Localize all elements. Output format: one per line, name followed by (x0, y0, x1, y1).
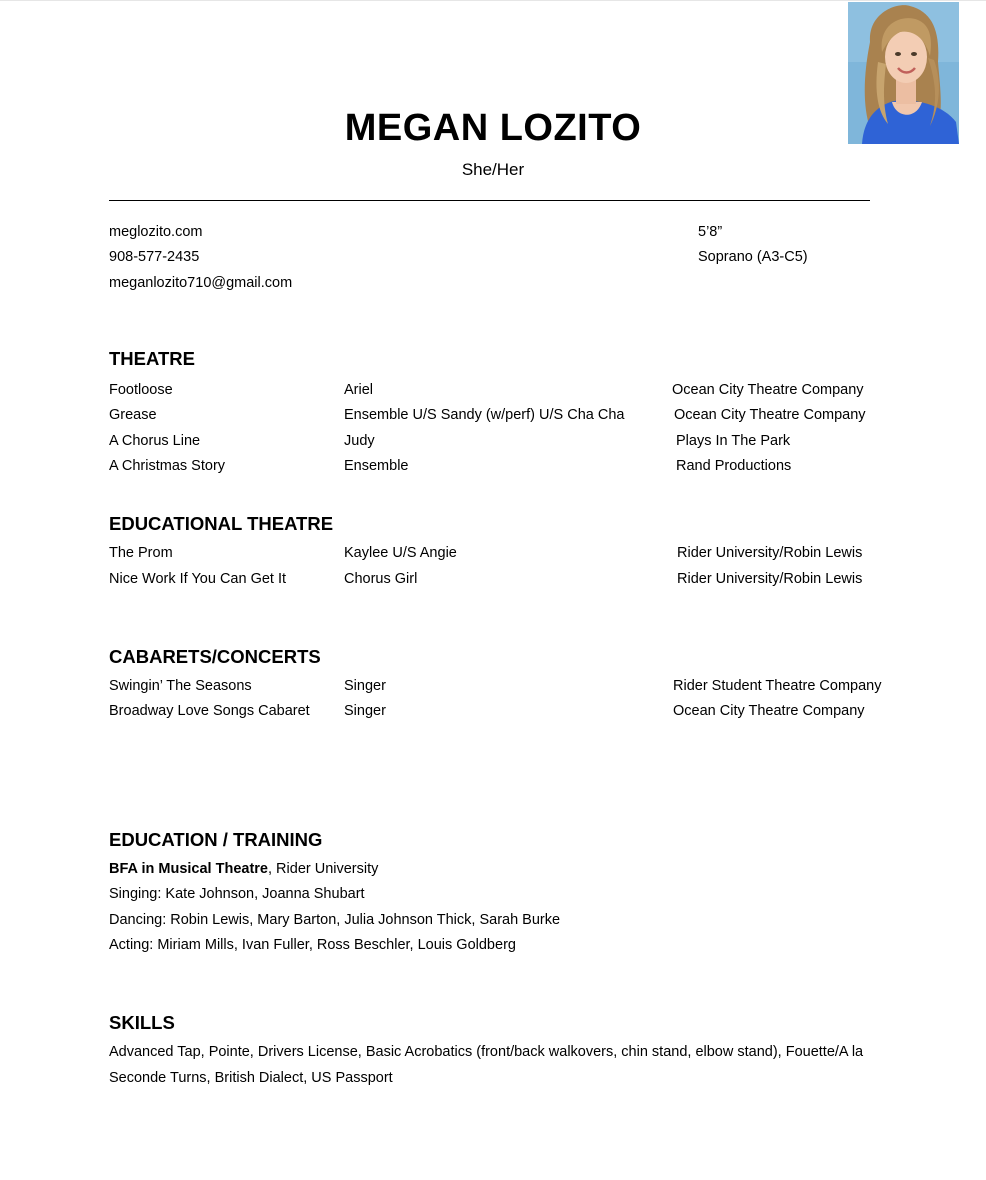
applicant-name: MEGAN LOZITO (344, 107, 642, 149)
educational-row-2-company: Rider University/Robin Lewis (677, 571, 863, 587)
theatre-row-3-company: Plays In The Park (676, 433, 791, 449)
training-singing: Singing: Kate Johnson, Joanna Shubart (109, 886, 365, 902)
theatre-row-4-role: Ensemble (344, 458, 409, 474)
skills-line-1: Advanced Tap, Pointe, Drivers License, Basic Acrobatics (front/back walkovers, chin stand, elbow stand), Fouette/A la (109, 1044, 864, 1060)
education-degree (109, 860, 378, 878)
educational-row-2-show: Nice Work If You Can Get It (109, 571, 287, 587)
section-title-theatre: THEATRE (109, 348, 195, 369)
theatre-row-1-company: Ocean City Theatre Company (672, 382, 864, 398)
section-title-education: EDUCATION / TRAINING (109, 829, 323, 850)
contact-website: meglozito.com (109, 224, 203, 240)
educational-row-1-show: The Prom (109, 545, 173, 561)
stat-voice-type: Soprano (A3-C5) (698, 249, 808, 265)
theatre-row-1-show: Footloose (109, 382, 173, 398)
theatre-row-4-show: A Christmas Story (109, 458, 226, 474)
section-title-educational-theatre: EDUCATIONAL THEATRE (109, 513, 334, 534)
training-acting: Acting: Miriam Mills, Ivan Fuller, Ross Beschler, Louis Goldberg (109, 937, 516, 953)
education-degree-school: , Rider University (268, 861, 379, 877)
theatre-row-2-company: Ocean City Theatre Company (674, 407, 866, 423)
stat-height: 5’8” (698, 224, 723, 240)
section-title-cabarets: CABARETS/CONCERTS (109, 646, 321, 667)
cabaret-row-1-role: Singer (344, 678, 386, 694)
educational-row-1-role: Kaylee U/S Angie (344, 545, 457, 561)
cabaret-row-2-show: Broadway Love Songs Cabaret (109, 703, 310, 719)
theatre-row-2-role: Ensemble U/S Sandy (w/perf) U/S Cha Cha (344, 407, 625, 423)
educational-row-1-company: Rider University/Robin Lewis (677, 545, 863, 561)
section-title-skills: SKILLS (109, 1012, 175, 1033)
educational-row-2-role: Chorus Girl (344, 571, 418, 587)
theatre-row-3-show: A Chorus Line (109, 433, 201, 449)
contact-email: meganlozito710@gmail.com (109, 275, 293, 291)
theatre-row-2-show: Grease (109, 407, 157, 423)
cabaret-row-2-role: Singer (344, 703, 386, 719)
page-edge (0, 0, 986, 1)
training-dancing: Dancing: Robin Lewis, Mary Barton, Julia Johnson Thick, Sarah Burke (109, 912, 561, 928)
cabaret-row-2-company: Ocean City Theatre Company (673, 703, 865, 719)
theatre-row-3-role: Judy (344, 433, 375, 449)
contact-phone: 908-577-2435 (109, 249, 200, 265)
cabaret-row-1-company: Rider Student Theatre Company (673, 678, 882, 694)
theatre-row-4-company: Rand Productions (676, 458, 792, 474)
skills-line-2: Seconde Turns, British Dialect, US Passport (109, 1070, 393, 1086)
cabaret-row-1-show: Swingin’ The Seasons (109, 678, 252, 694)
theatre-row-1-role: Ariel (344, 382, 374, 398)
pronouns: She/Her (461, 160, 525, 179)
header-divider (109, 200, 870, 201)
education-degree-name: BFA in Musical Theatre (109, 861, 268, 877)
